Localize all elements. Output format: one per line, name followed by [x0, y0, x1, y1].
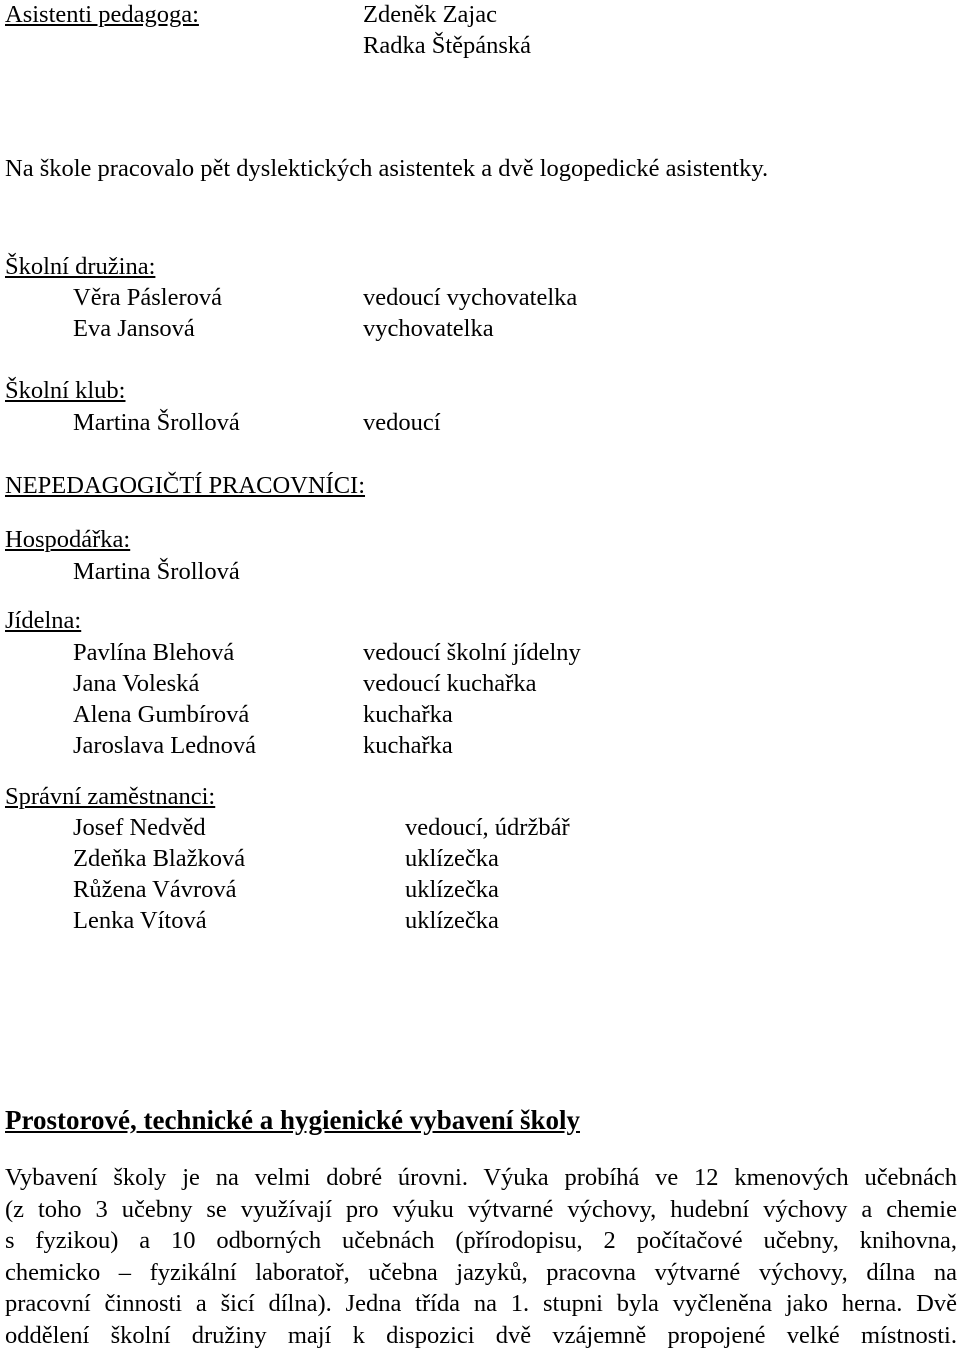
paragraph-line: Vybavení školy je na velmi dobré úrovni. Výuka probíhá ve 12 kmenových učebnách [5, 1162, 957, 1194]
druzina-role: vedoucí vychovatelka [363, 283, 577, 313]
spravni-name: Zdeňka Blažková [73, 844, 245, 874]
spravni-name: Lenka Vítová [73, 906, 207, 936]
druzina-name: Eva Jansová [73, 314, 195, 344]
paragraph-line: s fyzikou) a 10 odborných učebnách (přírodopisu, 2 počítačové učebny, knihovna, [5, 1225, 957, 1257]
paragraph-line: pracovní činnosti a šicí dílna). Jedna třída na 1. stupni byla vyčleněna jako herna. Dvě [5, 1288, 957, 1320]
spravni-heading: Správní zaměstnanci: [5, 782, 215, 812]
spravni-role: uklízečka [405, 875, 499, 905]
nonped-heading: NEPEDAGOGIČTÍ PRACOVNÍCI: [5, 471, 365, 501]
paragraph-line: chemicko – fyzikální laboratoř, učebna jazyků, pracovna výtvarné výchovy, dílna na [5, 1257, 957, 1289]
spravni-name: Růžena Vávrová [73, 875, 237, 905]
jidelna-name: Jaroslava Lednová [73, 731, 256, 761]
paragraph-line: (z toho 3 učebny se využívají pro výuku výtvarné výchovy, hudební výchovy a chemie [5, 1194, 957, 1226]
jidelna-role: kuchařka [363, 700, 453, 730]
hospodarka-heading: Hospodářka: [5, 525, 130, 555]
assistants-note: Na škole pracovalo pět dyslektických asistentek a dvě logopedické asistentky. [5, 154, 768, 184]
jidelna-name: Jana Voleská [73, 669, 199, 699]
assistant-name: Radka Štěpánská [363, 31, 531, 61]
jidelna-role: vedoucí školní jídelny [363, 638, 581, 668]
jidelna-name: Pavlína Blehová [73, 638, 234, 668]
paragraph-line: oddělení školní družiny mají k dispozici dvě vzájemně propojené velké místnosti. [5, 1320, 957, 1351]
jidelna-role: vedoucí kuchařka [363, 669, 536, 699]
assistant-name: Zdeněk Zajac [363, 0, 497, 30]
druzina-name: Věra Páslerová [73, 283, 222, 313]
druzina-role: vychovatelka [363, 314, 494, 344]
spravni-name: Josef Nedvěd [73, 813, 206, 843]
assistants-heading: Asistenti pedagoga: [5, 0, 199, 30]
jidelna-role: kuchařka [363, 731, 453, 761]
spravni-role: vedoucí, údržbář [405, 813, 570, 843]
jidelna-heading: Jídelna: [5, 606, 81, 636]
klub-name: Martina Šrollová [73, 408, 240, 438]
jidelna-name: Alena Gumbírová [73, 700, 249, 730]
klub-heading: Školní klub: [5, 376, 125, 406]
section-heading: Prostorové, technické a hygienické vybavení školy [5, 1105, 580, 1135]
hospodarka-name: Martina Šrollová [73, 557, 240, 587]
druzina-heading: Školní družina: [5, 252, 155, 282]
spravni-role: uklízečka [405, 844, 499, 874]
spravni-role: uklízečka [405, 906, 499, 936]
klub-role: vedoucí [363, 408, 441, 438]
section-paragraph [5, 1162, 957, 1351]
